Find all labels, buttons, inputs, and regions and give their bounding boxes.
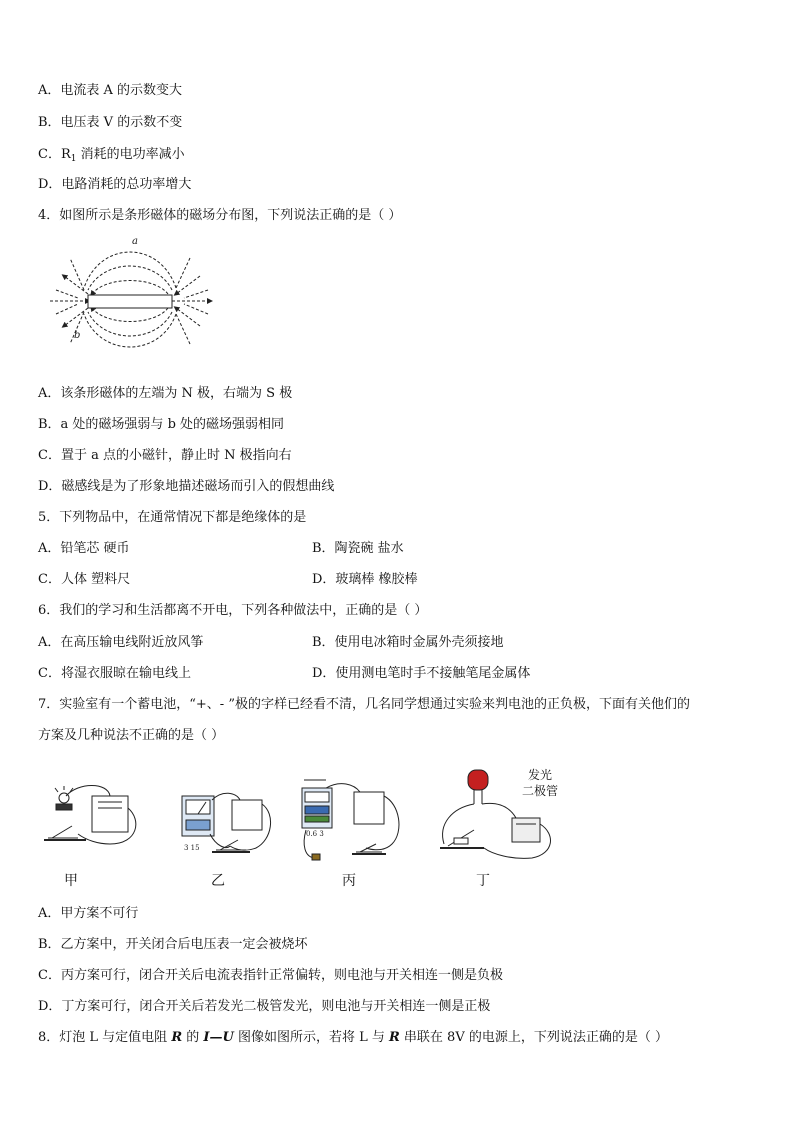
- label-jia: 甲: [64, 873, 78, 889]
- q3-option-c-prefix: C．R: [38, 147, 71, 162]
- q5-option-c: C．人体 塑料尺: [38, 572, 131, 587]
- q7-option-c: C．丙方案可行，闭合开关后电流表指针正常偏转，则电池与开关相连一侧是负极: [38, 968, 503, 983]
- led-label-line2: 二极管: [522, 784, 559, 798]
- q8-stem-post: 串联在 8V 的电源上，下列说法正确的是（ ）: [399, 1030, 668, 1045]
- label-ding: 丁: [476, 873, 490, 889]
- label-bing: 丙: [342, 873, 356, 889]
- circuit-figure-yi: [176, 790, 286, 862]
- q3-option-c-text: 消耗的电功率减小: [76, 147, 185, 162]
- q4-stem: 4．如图所示是条形磁体的磁场分布图，下列说法正确的是（ ）: [38, 208, 402, 223]
- q4-option-c: C．置于 a 点的小磁针，静止时 N 极指向右: [38, 448, 292, 463]
- ammeter-ticks: 0.6 3: [306, 830, 324, 838]
- q3-option-b: B．电压表 V 的示数不变: [38, 115, 183, 130]
- voltmeter-ticks: 3 15: [184, 844, 200, 852]
- q3-option-a: A．电流表 A 的示数变大: [38, 83, 183, 98]
- q4-option-a: A．该条形磁体的左端为 N 极，右端为 S 极: [38, 386, 293, 401]
- q8-stem-mid2: 图像如图所示，若将 L 与: [233, 1030, 389, 1045]
- q8-symbol-iu: I—U: [203, 1030, 234, 1045]
- q6-option-a: A．在高压输电线附近放风筝: [38, 635, 204, 650]
- circuit-figure-bing: [296, 774, 416, 866]
- label-b: b: [74, 330, 81, 341]
- q6-option-b: B．使用电冰箱时金属外壳须接地: [312, 635, 504, 650]
- q3-option-d: D．电路消耗的总功率增大: [38, 177, 192, 192]
- circuit-figure-jia: [38, 768, 148, 858]
- q8-symbol-r2: R: [388, 1030, 400, 1045]
- q7-option-a: A．甲方案不可行: [38, 906, 139, 921]
- q4-option-b: B．a 处的磁场强弱与 b 处的磁场强弱相同: [38, 417, 285, 432]
- q7-option-b: B．乙方案中，开关闭合后电压表一定会被烧坏: [38, 937, 308, 952]
- q7-stem-line2: 方案及几种说法不正确的是（ ）: [38, 728, 225, 743]
- q6-option-d: D．使用测电笔时手不接触笔尾金属体: [312, 666, 531, 681]
- q4-option-d: D．磁感线是为了形象地描述磁场而引入的假想曲线: [38, 479, 335, 494]
- q6-stem: 6．我们的学习和生活都离不开电，下列各种做法中，正确的是（ ）: [38, 603, 428, 618]
- q5-option-b: B．陶瓷碗 盐水: [312, 541, 404, 556]
- q8-stem-pre: 8．灯泡 L 与定值电阻: [38, 1030, 172, 1045]
- led-label-line1: 发光: [528, 768, 553, 782]
- q8-stem: [38, 1029, 668, 1047]
- q8-stem-mid: 的: [182, 1030, 204, 1045]
- q7-stem-line1: 7．实验室有一个蓄电池，“+、- ”极的字样已经看不清，几名同学想通过实验来判电池的正负极，下面有关他们的: [38, 697, 690, 712]
- q5-option-d: D．玻璃棒 橡胶棒: [312, 572, 418, 587]
- label-yi: 乙: [211, 873, 225, 889]
- subscript: 1: [70, 154, 77, 164]
- q7-option-d: D．丁方案可行，闭合开关后若发光二极管发光，则电池与开关相连一侧是正极: [38, 999, 491, 1014]
- q5-option-a: A．铅笔芯 硬币: [38, 541, 130, 556]
- q3-option-c: [38, 146, 185, 168]
- label-a: a: [132, 236, 138, 247]
- q6-option-c: C．将湿衣服晾在输电线上: [38, 666, 191, 681]
- bar-magnet-field-diagram: [44, 232, 220, 352]
- q8-symbol-r: R: [171, 1030, 183, 1045]
- q5-stem: 5．下列物品中，在通常情况下都是绝缘体的是: [38, 510, 307, 525]
